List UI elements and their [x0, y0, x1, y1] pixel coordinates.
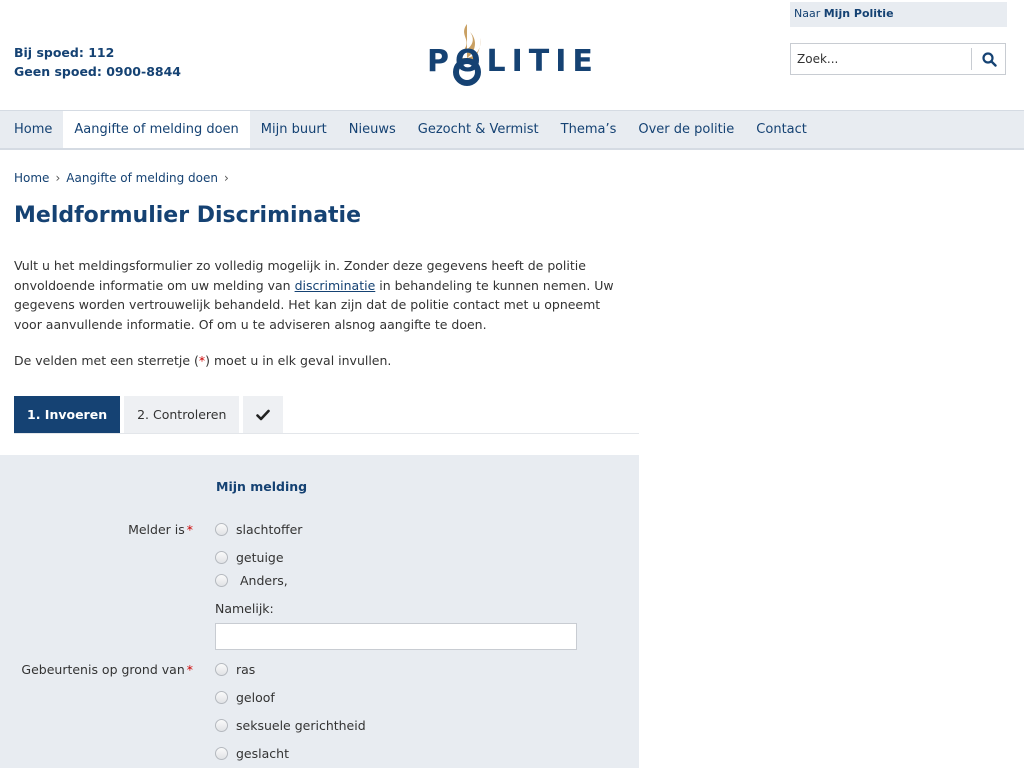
- page-title: Meldformulier Discriminatie: [14, 203, 362, 228]
- main-nav: [0, 110, 1024, 150]
- search-button[interactable]: [972, 44, 1006, 74]
- radio-label: geloof: [236, 690, 275, 705]
- nav-item-contact[interactable]: Contact: [756, 122, 807, 137]
- radio-circle[interactable]: [215, 574, 228, 587]
- breadcrumb: [14, 171, 229, 185]
- radio-circle[interactable]: [215, 719, 228, 732]
- namelijk-input[interactable]: [215, 623, 577, 650]
- nav-item-themas[interactable]: Thema’s: [560, 122, 617, 137]
- radio-label: getuige: [236, 550, 284, 565]
- radio-anders[interactable]: [215, 573, 288, 588]
- melder-label: [128, 522, 193, 537]
- nav-item-gezocht-vermist[interactable]: Gezocht & Vermist: [417, 122, 539, 137]
- required-fields-note: [14, 353, 391, 368]
- nav-item-over-de-politie[interactable]: Over de politie: [638, 122, 735, 137]
- radio-circle[interactable]: [215, 551, 228, 564]
- intro-text-part2: in behandeling te kunnen nemen. Uw gegevens worden vertrouwelijk behandeld. Het kan zijn dat de politie contact met u opneemt voor aanvullende informatie. Of om u te adviseren alsnog aangifte te doen.: [14, 277, 614, 332]
- step-invoeren[interactable]: 1. Invoeren: [14, 396, 120, 433]
- required-note-part2: ) moet u in elk geval invullen.: [205, 353, 392, 368]
- gebeurtenis-label-text: Gebeurtenis op grond van: [21, 662, 185, 677]
- radio-label: ras: [236, 662, 256, 677]
- radio-slachtoffer[interactable]: [215, 522, 302, 537]
- namelijk-label: Namelijk:: [215, 601, 274, 616]
- required-note-part1: De velden met een sterretje (: [14, 353, 199, 368]
- required-star: *: [186, 522, 193, 537]
- radio-label: slachtoffer: [236, 522, 303, 537]
- emergency-line: Bij spoed: 112: [14, 45, 115, 60]
- mijn-politie-link[interactable]: [790, 2, 1007, 27]
- mijn-politie-label: Mijn Politie: [823, 7, 894, 20]
- radio-geslacht[interactable]: [215, 746, 289, 761]
- site-header: [0, 0, 1024, 110]
- radio-geloof[interactable]: [215, 690, 275, 705]
- radio-circle[interactable]: [215, 691, 228, 704]
- radio-label: geslacht: [236, 746, 289, 761]
- intro-text: [14, 256, 624, 334]
- radio-getuige[interactable]: [215, 550, 284, 565]
- emergency-numbers: [14, 43, 181, 81]
- breadcrumb-separator: ›: [224, 171, 229, 185]
- breadcrumb-aangifte[interactable]: Aangifte of melding doen: [66, 171, 219, 185]
- step-controleren[interactable]: 2. Controleren: [124, 396, 239, 433]
- radio-circle[interactable]: [215, 747, 228, 760]
- radio-circle[interactable]: [215, 523, 228, 536]
- gebeurtenis-label: [21, 662, 193, 677]
- search-icon: [982, 52, 997, 67]
- breadcrumb-home[interactable]: Home: [14, 171, 50, 185]
- step-bevestigen[interactable]: [243, 396, 283, 433]
- radio-ras[interactable]: [215, 662, 255, 677]
- discriminatie-link[interactable]: discriminatie: [294, 277, 376, 293]
- required-star: *: [186, 662, 193, 677]
- intro-text-part1: Vult u het meldingsformulier zo volledig mogelijk in. Zonder deze gegevens heeft de politie onvoldoende informatie om uw melding van: [14, 258, 586, 293]
- radio-seksuele-gerichtheid[interactable]: [215, 718, 366, 733]
- breadcrumb-separator: ›: [55, 171, 61, 185]
- mijn-politie-prefix: Naar: [794, 7, 821, 20]
- search-box: [790, 43, 1006, 75]
- radio-label: Anders,: [236, 573, 288, 588]
- nav-item-nieuws[interactable]: Nieuws: [348, 122, 396, 137]
- form-steps: [14, 396, 283, 433]
- section-title: Mijn melding: [216, 479, 308, 494]
- nav-item-home[interactable]: Home: [14, 122, 53, 137]
- nav-item-mijn-buurt[interactable]: Mijn buurt: [260, 122, 327, 137]
- radio-circle[interactable]: [215, 663, 228, 676]
- form-panel: [0, 455, 639, 768]
- checkmark-icon: [256, 409, 270, 421]
- steps-divider: [14, 433, 639, 434]
- search-input[interactable]: [791, 44, 971, 74]
- radio-label: seksuele gerichtheid: [236, 718, 366, 733]
- non-emergency-line: Geen spoed: 0900-8844: [14, 64, 181, 79]
- logo-text: POLITIE: [427, 44, 599, 79]
- melder-label-text: Melder is: [128, 522, 185, 537]
- required-star: *: [198, 353, 206, 368]
- politie-logo[interactable]: [427, 22, 597, 84]
- nav-item-aangifte[interactable]: Aangifte of melding doen: [63, 111, 249, 148]
